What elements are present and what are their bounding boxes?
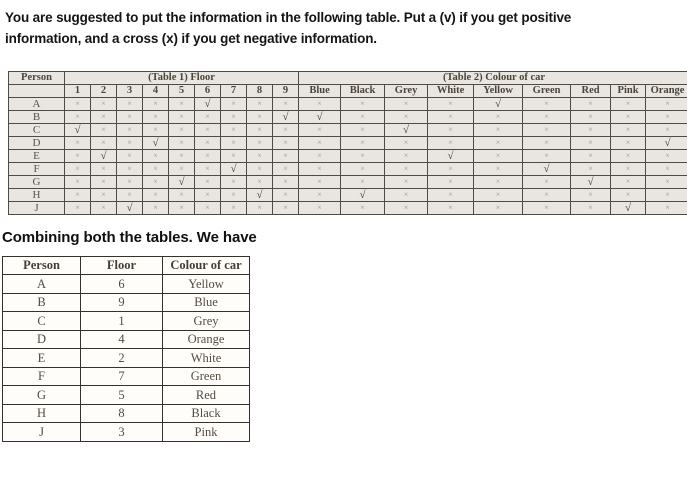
summary-person-cell: A	[3, 275, 81, 294]
grid-row	[9, 201, 687, 214]
grid-cross-cell: ×	[646, 110, 687, 123]
grid-cross-cell: ×	[169, 123, 195, 136]
grid-cross-cell: ×	[143, 149, 169, 162]
summary-person-cell: F	[3, 367, 81, 386]
grid-cross-cell: ×	[169, 162, 195, 175]
summary-row	[3, 404, 250, 423]
grid-cross-cell: ×	[247, 110, 273, 123]
grid-cross-cell: ×	[523, 123, 571, 136]
summary-colour-cell: Red	[163, 386, 250, 405]
grid-cross-cell: ×	[474, 123, 523, 136]
grid-cross-cell: ×	[571, 110, 611, 123]
grid-cross-cell: ×	[646, 175, 687, 188]
summary-floor-cell: 5	[81, 386, 163, 405]
grid-cross-cell: ×	[299, 97, 341, 110]
grid-person-subheader-cell	[9, 84, 65, 97]
grid-cross-cell: ×	[195, 136, 221, 149]
summary-floor-cell: 8	[81, 404, 163, 423]
grid-cross-cell: ×	[65, 188, 91, 201]
grid-check-cell: √	[143, 136, 169, 149]
grid-row	[9, 149, 687, 162]
grid-check-cell: √	[428, 149, 474, 162]
grid-cross-cell: ×	[117, 175, 143, 188]
grid-cross-cell: ×	[523, 110, 571, 123]
grid-cross-cell: ×	[385, 97, 428, 110]
summary-floor-cell: 6	[81, 275, 163, 294]
summary-floor-cell: 4	[81, 330, 163, 349]
grid-person-header: Person	[9, 71, 65, 84]
grid-colour-column-header: Orange	[646, 84, 687, 97]
summary-colour-cell: Orange	[163, 330, 250, 349]
grid-cross-cell: ×	[273, 188, 299, 201]
grid-cross-cell: ×	[65, 136, 91, 149]
grid-cross-cell: ×	[273, 136, 299, 149]
grid-row	[9, 136, 687, 149]
grid-colour-column-header: Black	[341, 84, 385, 97]
grid-cross-cell: ×	[299, 136, 341, 149]
grid-cross-cell: ×	[523, 201, 571, 214]
grid-cross-cell: ×	[646, 123, 687, 136]
grid-cross-cell: ×	[385, 136, 428, 149]
summary-person-cell: C	[3, 312, 81, 331]
grid-cross-cell: ×	[169, 201, 195, 214]
grid-cross-cell: ×	[65, 97, 91, 110]
grid-cross-cell: ×	[195, 188, 221, 201]
grid-cross-cell: ×	[428, 97, 474, 110]
grid-person-cell: J	[9, 201, 65, 214]
grid-check-cell: √	[247, 188, 273, 201]
grid-colour-column-header: Grey	[385, 84, 428, 97]
grid-check-cell: √	[221, 162, 247, 175]
grid-cross-cell: ×	[117, 162, 143, 175]
grid-cross-cell: ×	[299, 123, 341, 136]
grid-check-cell: √	[273, 110, 299, 123]
grid-cross-cell: ×	[341, 149, 385, 162]
summary-floor-cell: 7	[81, 367, 163, 386]
grid-floor-column-header: 6	[195, 84, 221, 97]
grid-cross-cell: ×	[65, 175, 91, 188]
grid-cross-cell: ×	[65, 201, 91, 214]
grid-cross-cell: ×	[523, 149, 571, 162]
page	[0, 8, 687, 442]
grid-check-cell: √	[299, 110, 341, 123]
grid-table2-header: (Table 2) Colour of car	[299, 71, 687, 84]
grid-subheader-row	[9, 84, 687, 97]
grid-row	[9, 97, 687, 110]
grid-cross-cell: ×	[341, 123, 385, 136]
grid-cross-cell: ×	[143, 188, 169, 201]
grid-cross-cell: ×	[247, 175, 273, 188]
grid-cross-cell: ×	[273, 123, 299, 136]
grid-check-cell: √	[385, 123, 428, 136]
grid-cross-cell: ×	[91, 97, 117, 110]
grid-cross-cell: ×	[117, 123, 143, 136]
grid-cross-cell: ×	[611, 110, 646, 123]
grid-cross-cell: ×	[299, 162, 341, 175]
grid-cross-cell: ×	[299, 175, 341, 188]
grid-person-cell: F	[9, 162, 65, 175]
grid-cross-cell: ×	[195, 110, 221, 123]
grid-table1-header: (Table 1) Floor	[65, 71, 299, 84]
summary-person-cell: D	[3, 330, 81, 349]
grid-cross-cell: ×	[117, 136, 143, 149]
grid-cross-cell: ×	[428, 110, 474, 123]
grid-floor-column-header: 7	[221, 84, 247, 97]
summary-floor-cell: 2	[81, 349, 163, 368]
grid-cross-cell: ×	[91, 175, 117, 188]
grid-cross-cell: ×	[273, 162, 299, 175]
grid-cross-cell: ×	[523, 136, 571, 149]
grid-cross-cell: ×	[385, 175, 428, 188]
grid-cross-cell: ×	[221, 149, 247, 162]
grid-cross-cell: ×	[247, 123, 273, 136]
grid-cross-cell: ×	[195, 149, 221, 162]
combining-text: Combining both the tables. We have	[2, 229, 687, 246]
grid-check-cell: √	[523, 162, 571, 175]
grid-check-cell: √	[611, 201, 646, 214]
grid-person-cell: C	[9, 123, 65, 136]
grid-cross-cell: ×	[221, 136, 247, 149]
grid-cross-cell: ×	[474, 149, 523, 162]
grid-row	[9, 123, 687, 136]
grid-cross-cell: ×	[195, 123, 221, 136]
grid-cross-cell: ×	[428, 136, 474, 149]
grid-cross-cell: ×	[91, 110, 117, 123]
summary-header-cell: Person	[3, 256, 81, 275]
grid-cross-cell: ×	[299, 201, 341, 214]
grid-cross-cell: ×	[341, 175, 385, 188]
summary-row	[3, 367, 250, 386]
grid-cross-cell: ×	[571, 201, 611, 214]
grid-check-cell: √	[474, 97, 523, 110]
grid-header-row	[9, 71, 687, 84]
grid-row	[9, 188, 687, 201]
grid-row	[9, 110, 687, 123]
grid-cross-cell: ×	[611, 149, 646, 162]
grid-cross-cell: ×	[523, 175, 571, 188]
grid-cross-cell: ×	[221, 123, 247, 136]
grid-colour-column-header: Red	[571, 84, 611, 97]
grid-cross-cell: ×	[385, 188, 428, 201]
grid-person-cell: E	[9, 149, 65, 162]
grid-check-cell: √	[646, 136, 687, 149]
summary-row	[3, 275, 250, 294]
grid-cross-cell: ×	[143, 110, 169, 123]
grid-cross-cell: ×	[611, 97, 646, 110]
grid-floor-column-header: 9	[273, 84, 299, 97]
summary-colour-cell: Pink	[163, 423, 250, 442]
grid-cross-cell: ×	[247, 97, 273, 110]
grid-cross-cell: ×	[169, 188, 195, 201]
grid-row	[9, 175, 687, 188]
summary-person-cell: H	[3, 404, 81, 423]
grid-floor-column-header: 1	[65, 84, 91, 97]
grid-cross-cell: ×	[195, 175, 221, 188]
grid-check-cell: √	[91, 149, 117, 162]
grid-check-cell: √	[571, 175, 611, 188]
grid-cross-cell: ×	[221, 201, 247, 214]
summary-person-cell: G	[3, 386, 81, 405]
grid-floor-column-header: 4	[143, 84, 169, 97]
grid-cross-cell: ×	[474, 201, 523, 214]
grid-cross-cell: ×	[65, 110, 91, 123]
grid-cross-cell: ×	[91, 201, 117, 214]
summary-colour-cell: Black	[163, 404, 250, 423]
summary-row	[3, 293, 250, 312]
grid-check-cell: √	[117, 201, 143, 214]
grid-cross-cell: ×	[169, 149, 195, 162]
grid-cross-cell: ×	[341, 162, 385, 175]
grid-cross-cell: ×	[195, 162, 221, 175]
summary-colour-cell: Blue	[163, 293, 250, 312]
grid-cross-cell: ×	[169, 97, 195, 110]
grid-colour-column-header: Pink	[611, 84, 646, 97]
grid-person-cell: A	[9, 97, 65, 110]
grid-cross-cell: ×	[571, 188, 611, 201]
grid-cross-cell: ×	[646, 188, 687, 201]
grid-cross-cell: ×	[117, 188, 143, 201]
summary-row	[3, 386, 250, 405]
grid-person-cell: B	[9, 110, 65, 123]
grid-cross-cell: ×	[571, 162, 611, 175]
grid-cross-cell: ×	[143, 162, 169, 175]
grid-cross-cell: ×	[247, 162, 273, 175]
grid-cross-cell: ×	[474, 188, 523, 201]
grid-colour-column-header: White	[428, 84, 474, 97]
grid-cross-cell: ×	[143, 201, 169, 214]
grid-cross-cell: ×	[247, 136, 273, 149]
grid-cross-cell: ×	[523, 188, 571, 201]
summary-floor-cell: 9	[81, 293, 163, 312]
grid-colour-column-header: Green	[523, 84, 571, 97]
grid-cross-cell: ×	[91, 188, 117, 201]
grid-check-cell: √	[341, 188, 385, 201]
grid-cross-cell: ×	[341, 136, 385, 149]
summary-row	[3, 349, 250, 368]
grid-cross-cell: ×	[611, 162, 646, 175]
grid-person-cell: G	[9, 175, 65, 188]
grid-cross-cell: ×	[646, 162, 687, 175]
summary-row	[3, 423, 250, 442]
grid-cross-cell: ×	[428, 162, 474, 175]
grid-cross-cell: ×	[143, 97, 169, 110]
info-grid-table	[8, 71, 687, 215]
grid-person-cell: H	[9, 188, 65, 201]
grid-cross-cell: ×	[611, 175, 646, 188]
summary-floor-cell: 3	[81, 423, 163, 442]
grid-cross-cell: ×	[646, 97, 687, 110]
grid-row	[9, 162, 687, 175]
grid-cross-cell: ×	[571, 97, 611, 110]
grid-cross-cell: ×	[273, 175, 299, 188]
grid-cross-cell: ×	[385, 149, 428, 162]
summary-table	[2, 256, 250, 442]
summary-person-cell: B	[3, 293, 81, 312]
grid-floor-column-header: 3	[117, 84, 143, 97]
grid-floor-column-header: 5	[169, 84, 195, 97]
grid-cross-cell: ×	[474, 136, 523, 149]
grid-cross-cell: ×	[117, 110, 143, 123]
grid-cross-cell: ×	[195, 201, 221, 214]
grid-cross-cell: ×	[299, 149, 341, 162]
grid-cross-cell: ×	[428, 175, 474, 188]
grid-cross-cell: ×	[273, 149, 299, 162]
grid-colour-column-header: Yellow	[474, 84, 523, 97]
grid-colour-column-header: Blue	[299, 84, 341, 97]
grid-cross-cell: ×	[646, 201, 687, 214]
grid-cross-cell: ×	[273, 201, 299, 214]
grid-cross-cell: ×	[474, 175, 523, 188]
grid-person-cell: D	[9, 136, 65, 149]
summary-header-cell: Floor	[81, 256, 163, 275]
grid-check-cell: √	[169, 175, 195, 188]
grid-cross-cell: ×	[385, 110, 428, 123]
summary-colour-cell: White	[163, 349, 250, 368]
summary-header-row	[3, 256, 250, 275]
summary-colour-cell: Green	[163, 367, 250, 386]
grid-cross-cell: ×	[65, 162, 91, 175]
grid-cross-cell: ×	[341, 110, 385, 123]
grid-cross-cell: ×	[341, 201, 385, 214]
grid-cross-cell: ×	[143, 175, 169, 188]
grid-cross-cell: ×	[385, 162, 428, 175]
grid-check-cell: √	[195, 97, 221, 110]
grid-cross-cell: ×	[247, 201, 273, 214]
grid-cross-cell: ×	[341, 97, 385, 110]
grid-cross-cell: ×	[523, 97, 571, 110]
grid-cross-cell: ×	[273, 97, 299, 110]
grid-cross-cell: ×	[299, 188, 341, 201]
grid-cross-cell: ×	[117, 149, 143, 162]
grid-cross-cell: ×	[221, 188, 247, 201]
grid-cross-cell: ×	[611, 123, 646, 136]
summary-row	[3, 330, 250, 349]
grid-cross-cell: ×	[91, 162, 117, 175]
grid-cross-cell: ×	[221, 97, 247, 110]
intro-line-1: You are suggested to put the information in the following table. Put a (v) if you get positive	[5, 10, 571, 25]
grid-cross-cell: ×	[428, 201, 474, 214]
grid-cross-cell: ×	[474, 162, 523, 175]
grid-cross-cell: ×	[646, 149, 687, 162]
summary-person-cell: J	[3, 423, 81, 442]
grid-cross-cell: ×	[247, 149, 273, 162]
intro-line-2: information, and a cross (x) if you get negative information.	[5, 31, 377, 46]
grid-cross-cell: ×	[221, 110, 247, 123]
intro-text	[5, 8, 681, 50]
grid-cross-cell: ×	[169, 136, 195, 149]
grid-floor-column-header: 2	[91, 84, 117, 97]
grid-cross-cell: ×	[428, 123, 474, 136]
grid-cross-cell: ×	[428, 188, 474, 201]
grid-cross-cell: ×	[221, 175, 247, 188]
summary-person-cell: E	[3, 349, 81, 368]
grid-cross-cell: ×	[91, 123, 117, 136]
grid-floor-column-header: 8	[247, 84, 273, 97]
grid-cross-cell: ×	[571, 149, 611, 162]
grid-cross-cell: ×	[571, 123, 611, 136]
summary-row	[3, 312, 250, 331]
summary-colour-cell: Grey	[163, 312, 250, 331]
grid-cross-cell: ×	[117, 97, 143, 110]
summary-header-cell: Colour of car	[163, 256, 250, 275]
grid-cross-cell: ×	[385, 201, 428, 214]
summary-floor-cell: 1	[81, 312, 163, 331]
grid-cross-cell: ×	[91, 136, 117, 149]
grid-cross-cell: ×	[611, 188, 646, 201]
grid-cross-cell: ×	[474, 110, 523, 123]
summary-colour-cell: Yellow	[163, 275, 250, 294]
grid-cross-cell: ×	[169, 110, 195, 123]
grid-cross-cell: ×	[571, 136, 611, 149]
grid-cross-cell: ×	[65, 149, 91, 162]
grid-cross-cell: ×	[143, 123, 169, 136]
grid-check-cell: √	[65, 123, 91, 136]
grid-cross-cell: ×	[611, 136, 646, 149]
